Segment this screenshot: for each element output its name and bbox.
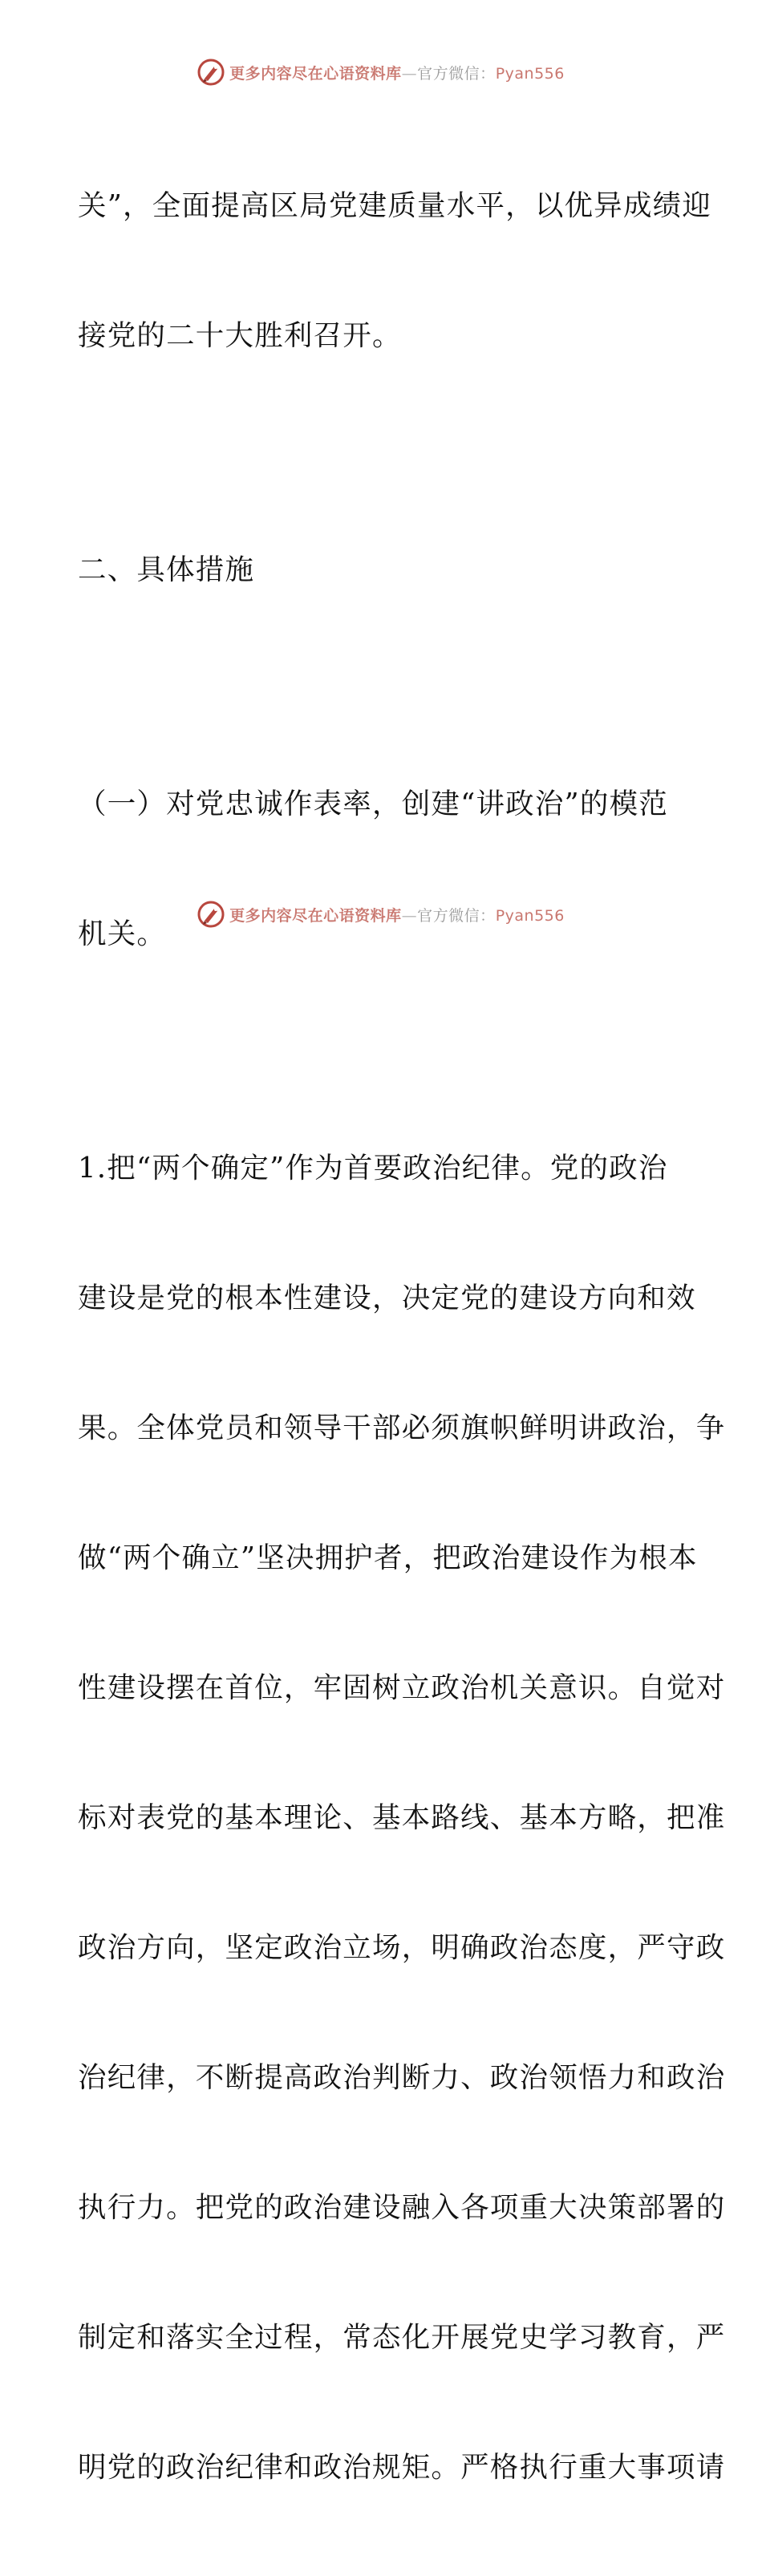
document-body xyxy=(78,98,726,2576)
text-line: 果。全体党员和领导干部必须旗帜鲜明讲政治，争 xyxy=(78,1412,726,1444)
watermark-main: 更多内容尽在心语资料库 xyxy=(229,906,402,925)
paragraph-intro xyxy=(78,98,712,444)
footer-watermark xyxy=(0,898,762,930)
text-line: 明党的政治纪律和政治规矩。严格执行重大事项请 xyxy=(78,2451,726,2484)
text-line: 标对表党的基本理论、基本路线、基本方略，把准 xyxy=(78,1801,726,1834)
watermark-wechat-label: 官方微信： xyxy=(417,906,496,925)
watermark-main: 更多内容尽在心语资料库 xyxy=(229,64,402,83)
heading-line: 二、具体措施 xyxy=(78,553,255,586)
watermark-wechat-id: Pyan556 xyxy=(495,906,565,925)
watermark-wechat-label: 官方微信： xyxy=(417,64,496,83)
text-line: 机关。 xyxy=(78,917,167,950)
text-line: 制定和落实全过程，常态化开展党史学习教育，严 xyxy=(78,2321,726,2354)
paragraph-item-1 xyxy=(78,1060,726,2576)
watermark-text xyxy=(229,62,565,83)
section-heading xyxy=(78,462,687,678)
text-line: （一）对党忠诚作表率，创建“讲政治”的模范 xyxy=(78,788,668,820)
header-watermark xyxy=(0,56,762,88)
text-line: 建设是党的根本性建设，决定党的建设方向和效 xyxy=(78,1282,696,1314)
text-line: 做“两个确立”坚决拥护者，把政治建设作为根本 xyxy=(78,1541,698,1574)
text-line: 性建设摆在首位，牢固树立政治机关意识。自觉对 xyxy=(78,1671,726,1704)
pen-logo-icon xyxy=(197,59,225,86)
pen-logo-icon xyxy=(197,901,225,928)
watermark-separator: — xyxy=(401,64,418,83)
watermark-separator: — xyxy=(401,906,418,925)
subsection-heading xyxy=(78,696,687,1043)
text-line: 治纪律，不断提高政治判断力、政治领悟力和政治 xyxy=(78,2061,726,2094)
text-line: 执行力。把党的政治建设融入各项重大决策部署的 xyxy=(78,2191,726,2224)
watermark-text xyxy=(229,904,565,925)
text-line: 政治方向，坚定政治立场，明确政治态度，严守政 xyxy=(78,1931,726,1964)
text-line: 1.把“两个确定”作为首要政治纪律。党的政治 xyxy=(78,1152,668,1185)
watermark-wechat-id: Pyan556 xyxy=(495,64,565,83)
text-line: 接党的二十大胜利召开。 xyxy=(78,319,402,352)
text-line: 关”，全面提高区局党建质量水平，以优异成绩迎 xyxy=(78,189,712,222)
